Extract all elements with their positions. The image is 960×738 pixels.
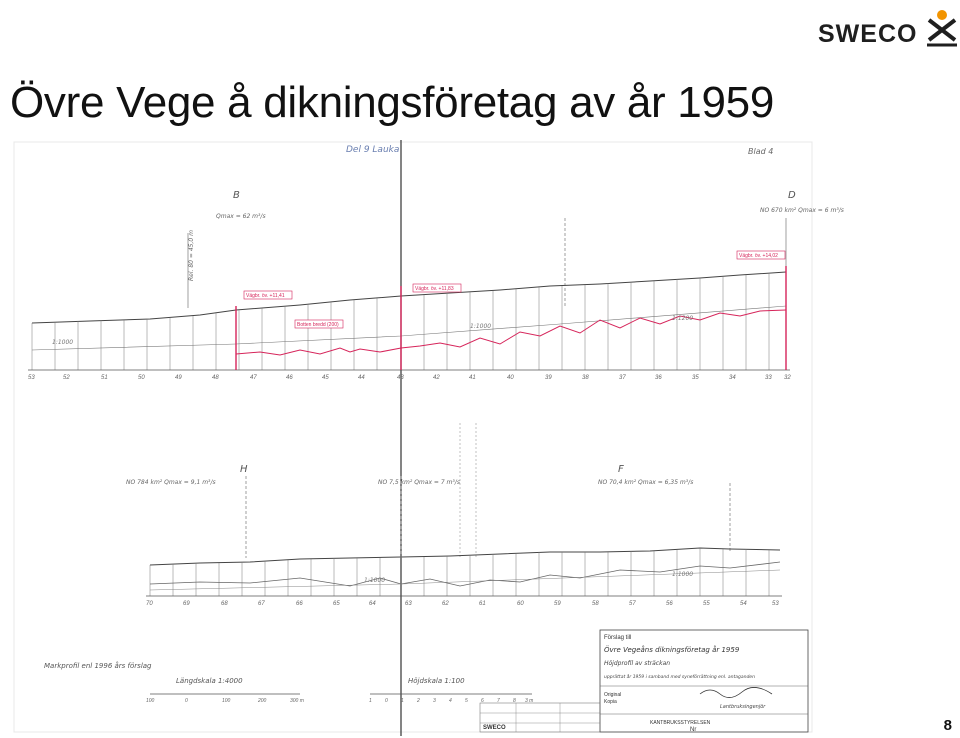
- length-tick: 0: [185, 698, 188, 704]
- bottom-station: 67: [258, 601, 265, 607]
- bottom-station: 63: [405, 601, 412, 607]
- scanned-drawing: [0, 138, 960, 738]
- top-station: 52: [63, 375, 70, 381]
- tb-heading: Förslag till: [604, 635, 632, 641]
- height-tick: 3 m: [525, 698, 534, 704]
- bottom-station: 58: [592, 601, 599, 607]
- bottom-station: 64: [369, 601, 376, 607]
- top-station: 41: [469, 375, 476, 381]
- red-label-3: Vägbr. öv. +14,02: [739, 253, 778, 259]
- bottom-station: 60: [517, 601, 524, 607]
- section-d-label: D: [788, 190, 796, 201]
- top-station: 51: [101, 375, 108, 381]
- flow-mid: NO 7,5 km² Qmax = 7 m³/s: [378, 479, 460, 486]
- top-station: 32: [784, 375, 791, 381]
- top-station: 49: [175, 375, 182, 381]
- logo-wordmark: SWECO: [818, 20, 918, 48]
- bottom-scale-left: 1:1000: [364, 577, 386, 584]
- sheet-note: Blad 4: [748, 147, 774, 156]
- section-b-label: B: [233, 190, 240, 201]
- design-level: Rel. 80 = 45,0 m: [188, 230, 195, 281]
- flow-f: NO 70,4 km² Qmax = 6,35 m³/s: [598, 479, 694, 486]
- top-station: 43: [397, 375, 404, 381]
- title-block: [480, 630, 808, 733]
- scale-area: [44, 661, 533, 704]
- top-station: 46: [286, 375, 293, 381]
- tb-line2: Höjdprofil av sträckan: [604, 660, 671, 667]
- bottom-station: 70: [146, 601, 153, 607]
- top-scale-mid: 1:1000: [470, 323, 492, 330]
- height-tick: 6: [481, 698, 484, 704]
- bottom-station: 69: [183, 601, 190, 607]
- red-label-4: Botten bredd (200): [297, 322, 339, 328]
- tb-line1: Övre Vegeåns dikningsföretag år 1959: [604, 646, 740, 654]
- tb-kopia: Kopia: [604, 699, 617, 705]
- length-tick: 200: [258, 698, 267, 704]
- bottom-station: 68: [221, 601, 228, 607]
- height-tick: 5: [465, 698, 468, 704]
- bottom-station: 65: [333, 601, 340, 607]
- height-tick: 0: [385, 698, 388, 704]
- red-label-1: Vägbr. öv. +11,41: [246, 293, 285, 299]
- bottom-station: 53: [772, 601, 779, 607]
- top-station: 33: [765, 375, 772, 381]
- top-station: 34: [729, 375, 736, 381]
- bottom-station: 61: [479, 601, 486, 607]
- top-station: 36: [655, 375, 662, 381]
- terrain-note: Markprofil enl 1996 års förslag: [44, 662, 152, 670]
- flow-left: Qmax = 62 m³/s: [216, 213, 266, 220]
- top-station: 53: [28, 375, 35, 381]
- tb-nr: Nr: [690, 727, 697, 733]
- sweco-mark-icon: [925, 8, 959, 48]
- length-tick: 300 m: [290, 698, 304, 704]
- corner-note: Del 9 Lauka: [346, 145, 400, 155]
- top-station: 45: [322, 375, 329, 381]
- flow-right: NO 670 km² Qmax = 6 m³/s: [760, 207, 844, 214]
- length-scale-label: Längdskala 1:4000: [176, 677, 243, 685]
- tb-line3: upprättat år 1959 i samband med syneförrättning enl. antaganden: [604, 675, 755, 680]
- bottom-station: 59: [554, 601, 561, 607]
- height-scale-label: Höjdskala 1:100: [408, 677, 465, 685]
- bottom-station: 62: [442, 601, 449, 607]
- top-station: 47: [250, 375, 257, 381]
- top-station: 35: [692, 375, 699, 381]
- height-tick: 8: [513, 698, 516, 704]
- tb-code: SWECO: [483, 725, 506, 731]
- bottom-profile: [126, 423, 782, 607]
- height-tick: 1: [369, 698, 372, 704]
- top-station: 50: [138, 375, 145, 381]
- height-tick: 2: [417, 698, 420, 704]
- slide-number: 8: [943, 717, 952, 734]
- length-tick: 100: [146, 698, 155, 704]
- top-station: 44: [358, 375, 365, 381]
- top-profile: [28, 190, 844, 381]
- height-tick: 1: [401, 698, 404, 704]
- bottom-station: 56: [666, 601, 673, 607]
- bottom-scale-right: 1:1000: [672, 571, 694, 578]
- bottom-station: 66: [296, 601, 303, 607]
- bottom-station: 57: [629, 601, 636, 607]
- top-scale-left: 1:1000: [52, 339, 74, 346]
- tb-firm: KANTBRUKSSTYRELSEN: [650, 720, 711, 726]
- bottom-station: 54: [740, 601, 747, 607]
- top-station: 38: [582, 375, 589, 381]
- section-f-label: F: [618, 464, 624, 475]
- height-tick: 7: [497, 698, 500, 704]
- length-tick: 100: [222, 698, 231, 704]
- height-tick: 4: [449, 698, 452, 704]
- section-h-label: H: [240, 464, 248, 475]
- tb-original: Original: [604, 692, 622, 698]
- page-title: Övre Vege å dikningsföretag av år 1959: [10, 78, 774, 127]
- red-label-2: Vägbr. öv. +11,83: [415, 286, 454, 292]
- top-scale-right: 1:1200: [672, 315, 694, 322]
- sweco-logo: [818, 8, 958, 50]
- top-station: 42: [433, 375, 440, 381]
- tb-signer: Lantbruksingenjör: [720, 704, 766, 710]
- flow-h: NO 784 km² Qmax = 9,1 m³/s: [126, 479, 216, 486]
- top-station: 37: [619, 375, 626, 381]
- height-tick: 3: [433, 698, 436, 704]
- top-station: 40: [507, 375, 514, 381]
- top-station: 48: [212, 375, 219, 381]
- bottom-station: 55: [703, 601, 710, 607]
- top-station: 39: [545, 375, 552, 381]
